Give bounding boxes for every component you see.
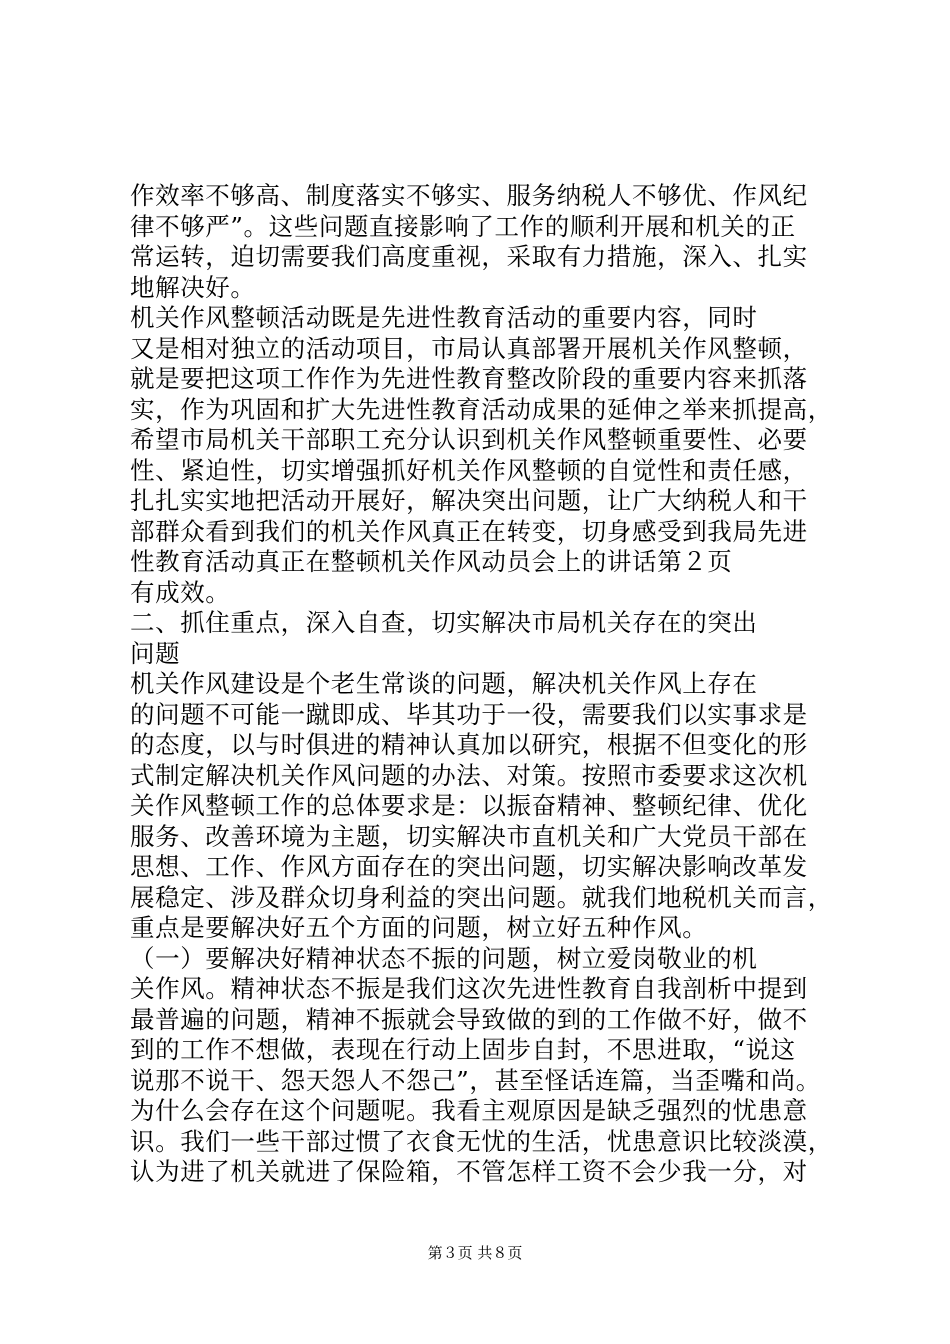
text-line: 最普遍的问题，精神不振就会导致做的到的工作做不好，做不	[130, 1005, 808, 1034]
text-line: 就是要把这项工作作为先进性教育整改阶段的重要内容来抓落	[130, 364, 808, 393]
text-line: 性、紧迫性，切实增强抓好机关作风整顿的自觉性和责任感，	[130, 456, 808, 485]
section-heading: 二、抓住重点，深入自查，切实解决市局机关存在的突出	[130, 608, 758, 637]
text-line: 希望市局机关干部职工充分认识到机关作风整顿重要性、必要	[130, 425, 808, 454]
text-line: 机关作风建设是个老生常谈的问题，解决机关作风上存在	[130, 669, 758, 698]
text-line: 识。我们一些干部过惯了衣食无忧的生活，忧患意识比较淡漠，	[130, 1127, 833, 1156]
text-line: 思想、工作、作风方面存在的突出问题，切实解决影响改革发	[130, 852, 808, 881]
text-line: 的问题不可能一蹴即成、毕其功于一役，需要我们以实事求是	[130, 700, 808, 729]
text-line: 服务、改善环境为主题，切实解决市直机关和广大党员干部在	[130, 822, 808, 851]
text-line: （一）要解决好精神状态不振的问题，树立爱岗敬业的机	[130, 944, 758, 973]
text-line: 为什么会存在这个问题呢。我看主观原因是缺乏强烈的忧患意	[130, 1096, 808, 1125]
text-line: 律不够严”。这些问题直接影响了工作的顺利开展和机关的正	[130, 212, 796, 241]
text-line: 关作风整顿工作的总体要求是：以振奋精神、整顿纪律、优化	[130, 791, 808, 820]
text-line: 的态度，以与时俱进的精神认真加以研究，根据不但变化的形	[130, 730, 808, 759]
page-number: 第３页 共８页	[427, 1244, 523, 1262]
page-footer	[0, 1243, 950, 1263]
text-line: 式制定解决机关作风问题的办法、对策。按照市委要求这次机	[130, 761, 808, 790]
text-line: 说那不说干、怨天怨人不怨己”，甚至怪话连篇，当歪嘴和尚。	[130, 1066, 821, 1095]
text-line: 部群众看到我们的机关作风真正在转变，切身感受到我局先进	[130, 517, 808, 546]
text-line: 有成效。	[130, 578, 231, 607]
section-heading: 问题	[130, 639, 181, 668]
text-line: 认为进了机关就进了保险箱，不管怎样工资不会少我一分，对	[130, 1157, 808, 1186]
text-line: 机关作风整顿活动既是先进性教育活动的重要内容，同时	[130, 303, 758, 332]
text-line: 关作风。精神状态不振是我们这次先进性教育自我剖析中提到	[130, 974, 808, 1003]
text-line: 重点是要解决好五个方面的问题，树立好五种作风。	[130, 913, 708, 942]
text-line: 作效率不够高、制度落实不够实、服务纳税人不够优、作风纪	[130, 181, 808, 210]
text-line: 性教育活动真正在整顿机关作风动员会上的讲话第２页	[130, 547, 733, 576]
text-line: 展稳定、涉及群众切身利益的突出问题。就我们地税机关而言，	[130, 883, 833, 912]
text-line: 扎扎实实地把活动开展好，解决突出问题，让广大纳税人和干	[130, 486, 808, 515]
text-line: 到的工作不想做，表现在行动上固步自封，不思进取，“说这	[130, 1035, 796, 1064]
text-line: 又是相对独立的活动项目，市局认真部署开展机关作风整顿，	[130, 334, 808, 363]
text-line: 实，作为巩固和扩大先进性教育活动成果的延伸之举来抓提高，	[130, 395, 833, 424]
text-line: 常运转，迫切需要我们高度重视，采取有力措施，深入、扎实	[130, 242, 808, 271]
text-line: 地解决好。	[130, 273, 256, 302]
